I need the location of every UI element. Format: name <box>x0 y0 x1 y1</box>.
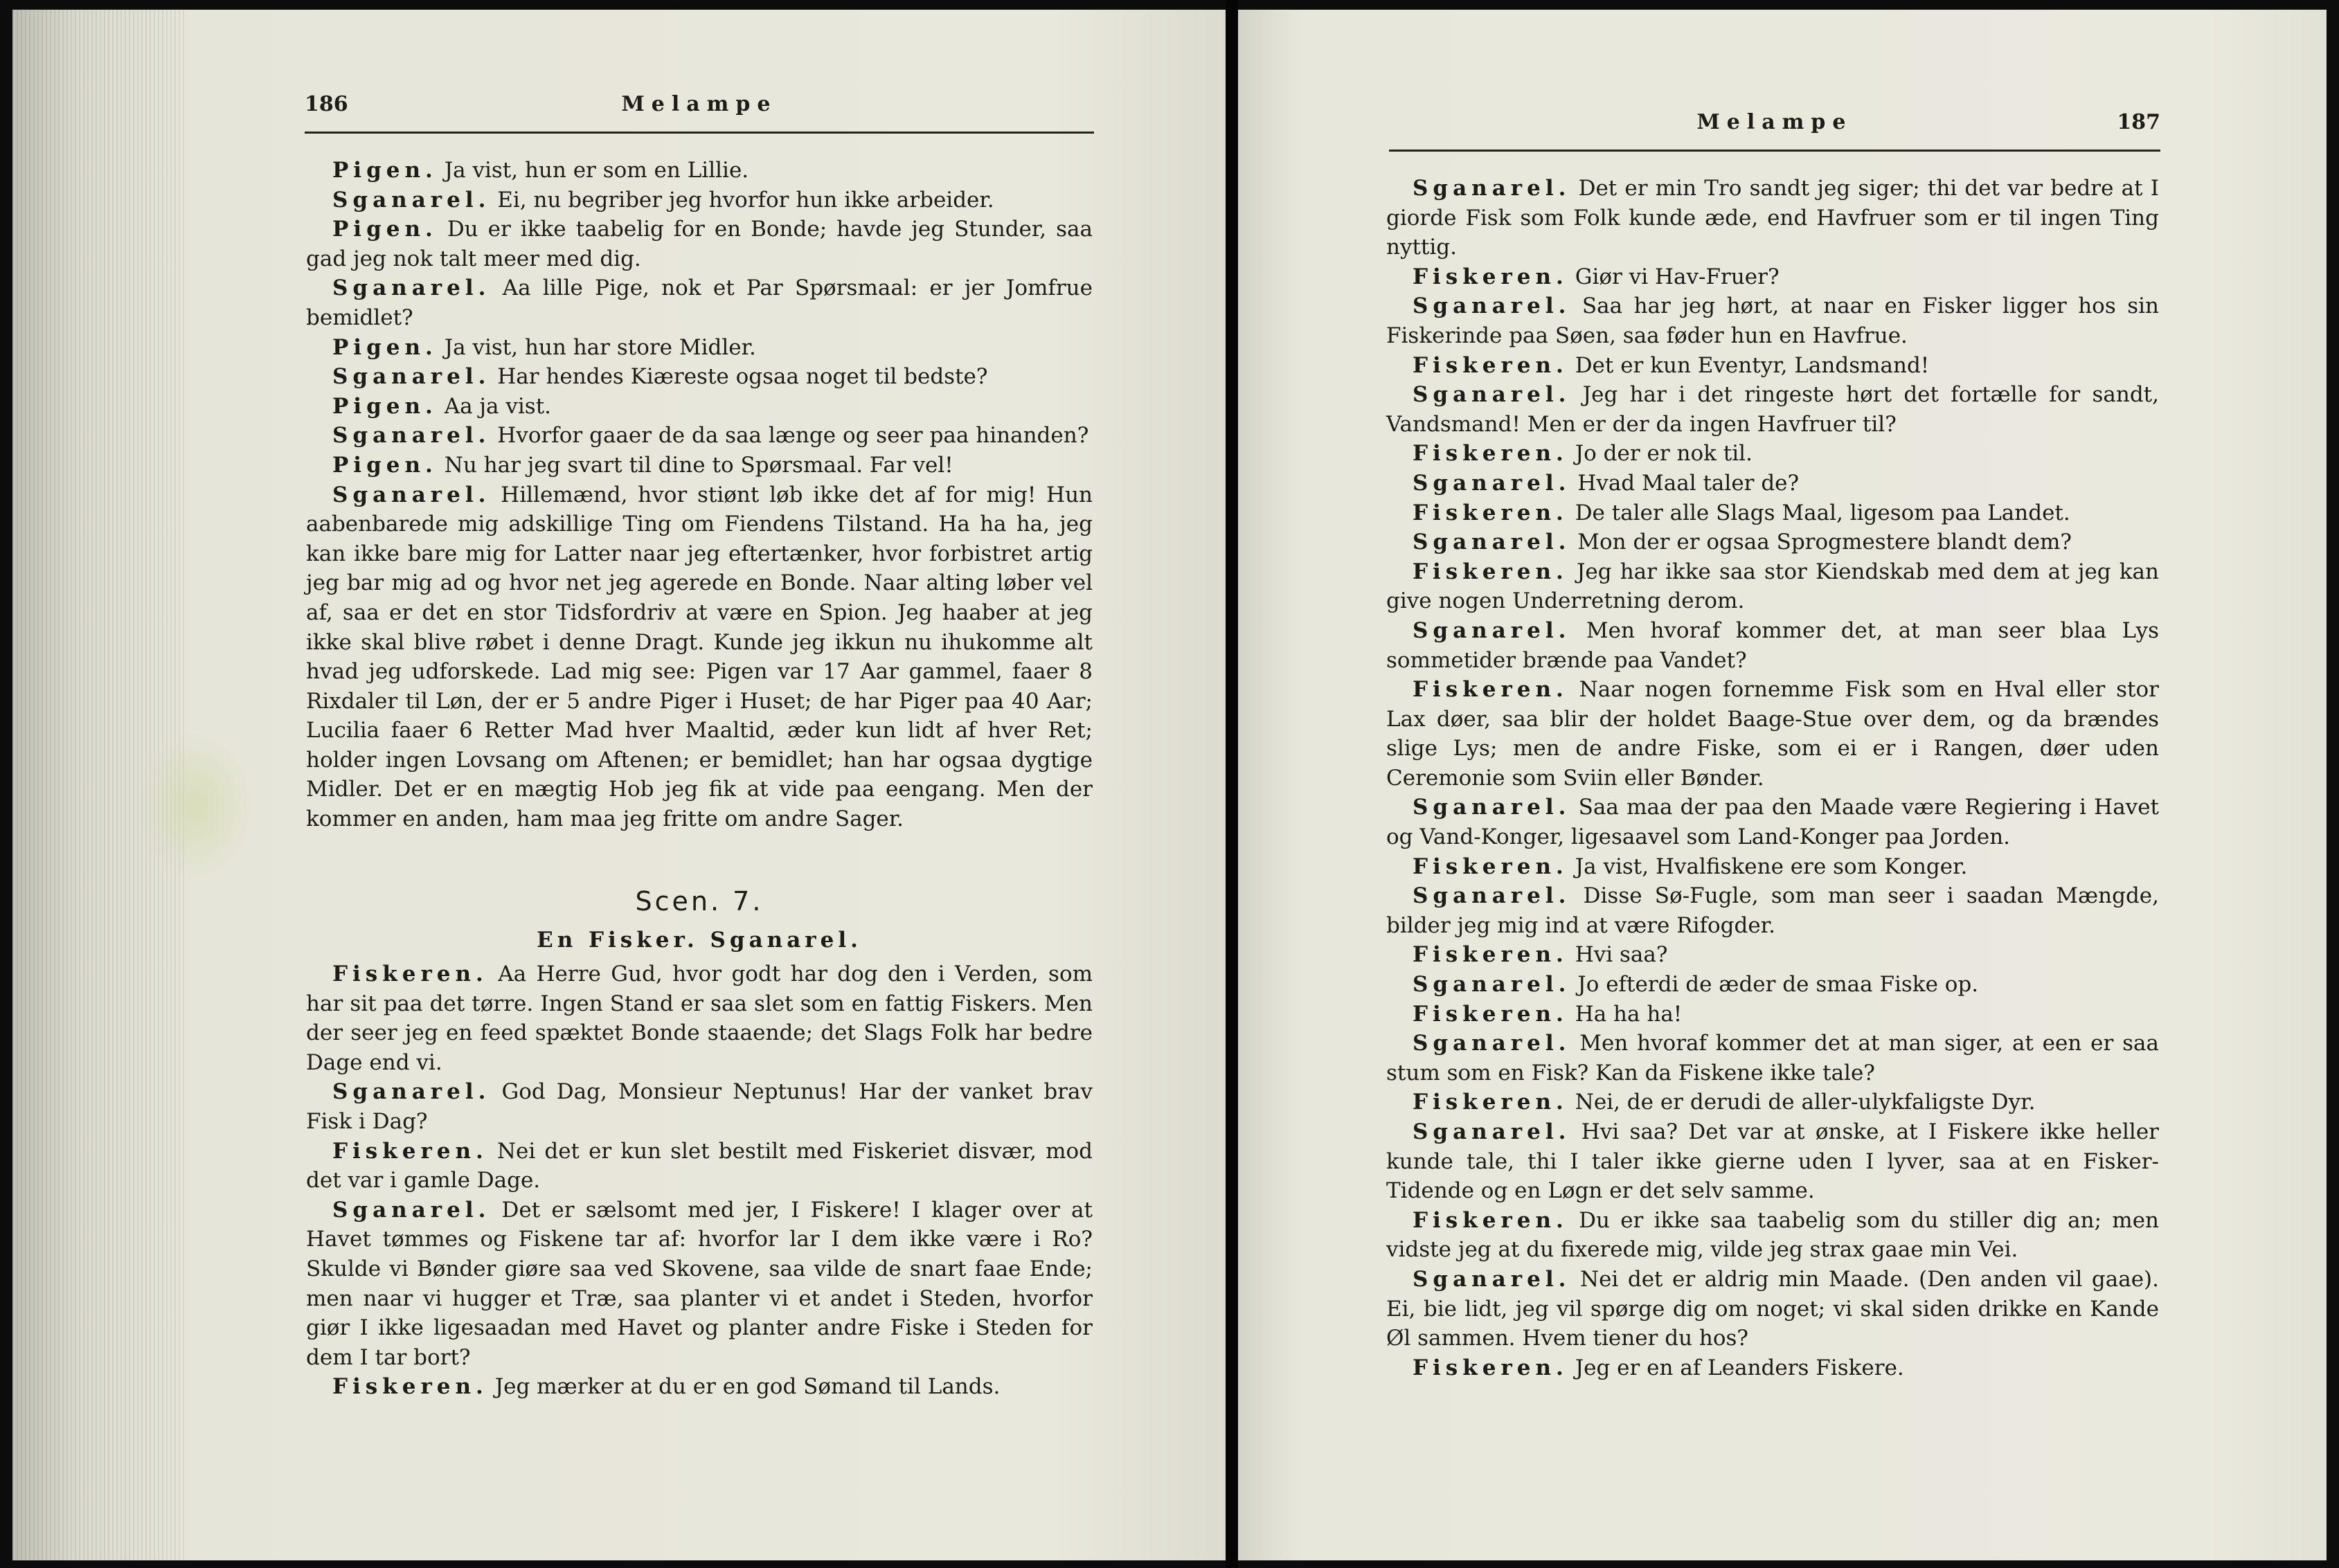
paragraph <box>1386 1117 2159 1206</box>
speaker: Sganarel. <box>332 187 491 213</box>
speaker: Sganarel. <box>1413 972 1571 998</box>
dialogue-text: Hillemænd, hvor stiønt løb ikke det af for mig! Hun aabenbarede mig adskillige Ting om Fiendens Tilstand. Ha ha ha, jeg kan ikke bare mig for Latter naar jeg eftertænker, hvor forbistret artig jeg bar mig ad og hvor net jeg agerede en Bonde. Naar alting løber vel af, saa er det en stor Tidsfordriv at være en Spion. Jeg haaber at jeg ikke skal blive røbet i denne Dragt. Kunde jeg ikkun nu ihukomme alt hvad jeg udforskede. Lad mig see: Pigen var 17 Aar gammel, faaer 8 Rixdaler til Løn, der er 5 andre Piger i Huset; de har Piger paa 40 Aar; Lucilia faaer 6 Retter Mad hver Maaltid, æder kun lidt af hver Ret; holder ingen Lovsang om Aftenen; er bemidlet; han har ogsaa dygtige Midler. Det er en mægtig Hob jeg fik at vide paa eengang. Men der kommer en anden, ham maa jeg fritte om andre Sager. <box>306 482 1093 832</box>
header-rule <box>1389 150 2160 152</box>
page-number: 187 <box>2117 110 2160 134</box>
dialogue-text: Nei det er kun slet bestilt med Fiskeriet disvær, mod det var i gamle Dage. <box>306 1138 1093 1193</box>
paragraph <box>1386 1265 2159 1353</box>
paragraph <box>1386 793 2159 851</box>
paragraph <box>1386 557 2159 616</box>
dialogue-text: Det er kun Eventyr, Landsmand! <box>1575 352 1930 378</box>
speaker: Sganarel. <box>1413 618 1571 643</box>
speaker: Fiskeren. <box>1413 559 1568 584</box>
dialogue-text: Hvorfor gaaer de da saa længe og seer paa hinanden? <box>497 423 1089 449</box>
speaker: Sganarel. <box>1413 470 1571 496</box>
dialogue-text: Saa maa der paa den Maade være Regiering i Havet og Vand-Konger, ligesaavel som Land-Konger paa Jorden. <box>1386 795 2159 850</box>
paragraph <box>1386 380 2159 439</box>
speaker: Fiskeren. <box>1413 1207 1568 1233</box>
paragraph <box>1386 1000 2159 1029</box>
speaker: Sganarel. <box>1413 795 1571 820</box>
dialogue-text: Du er ikke taabelig for en Bonde; havde jeg Stunder, saa gad jeg nok talt meer med dig. <box>306 217 1093 271</box>
paragraph <box>1386 675 2159 793</box>
book-gutter <box>1226 0 1238 1568</box>
dialogue-text: God Dag, Monsieur Neptunus! Har der vanket brav Fisk i Dag? <box>306 1079 1093 1134</box>
paragraph <box>1386 351 2159 381</box>
dialogue-text: Nei det er aldrig min Maade. (Den anden vil gaae). Ei, bie lidt, jeg vil spørge dig om noget; vi skal siden drikke en Kande Øl sammen. Hvem tiener du hos? <box>1386 1266 2159 1351</box>
dialogue-text: Jo der er nok til. <box>1575 441 1753 467</box>
speaker: Sganarel. <box>1413 382 1571 408</box>
paragraph <box>306 1372 1093 1402</box>
speaker: Fiskeren. <box>332 1138 488 1164</box>
dialogue-text: Det er min Tro sandt jeg siger; thi det var bedre at I giorde Fisk som Folk kunde æde, end Havfruer som er til ingen Ting nyttig. <box>1386 176 2159 260</box>
dialogue-text: Ha ha ha! <box>1575 1001 1683 1027</box>
speaker: Fiskeren. <box>1413 1090 1568 1115</box>
speaker: Fiskeren. <box>332 1374 488 1400</box>
speaker: Pigen. <box>332 452 438 478</box>
paragraph <box>306 392 1093 422</box>
page-edges <box>12 10 186 1560</box>
scene-heading: Scen. 7. <box>635 886 764 917</box>
running-title: Melampe <box>621 92 778 116</box>
dialogue-text: Jo efterdi de æder de smaa Fiske op. <box>1577 972 1979 998</box>
paragraph <box>1386 1029 2159 1088</box>
paragraph <box>1386 1353 2159 1383</box>
dialogue-text: Aa lille Pige, nok et Par Spørsmaal: er jer Jomfrue bemidlet? <box>306 276 1093 330</box>
paragraph <box>306 421 1093 451</box>
speaker: Fiskeren. <box>332 962 488 986</box>
speaker: Sganarel. <box>332 276 491 301</box>
paragraph <box>1386 616 2159 675</box>
dialogue-text: Hvad Maal taler de? <box>1577 470 1800 496</box>
dialogue-text: Ei, nu begriber jeg hvorfor hun ikke arbeider. <box>497 187 994 213</box>
speaker: Fiskeren. <box>1413 1001 1568 1027</box>
paragraph <box>306 451 1093 480</box>
page-number: 186 <box>305 92 348 116</box>
speaker: Fiskeren. <box>1413 677 1568 703</box>
speaker: Pigen. <box>332 393 438 419</box>
speaker: Sganarel. <box>1413 176 1571 201</box>
speaker: Pigen. <box>332 158 438 183</box>
paragraph <box>1386 469 2159 498</box>
paragraph <box>1386 439 2159 469</box>
dialogue-text: Det er sælsomt med jer, I Fiskere! I klager over at Havet tømmes og Fiskene tar af: hvorfor lar I dem ikke være i Ro? Skulde vi Bønder giøre saa ved Skovene, saa vilde de snart faae Ende; men naar vi hugger et Træ, saa planter vi et andet i Steden, hvorfor giør I ikke ligesaadan med Havet og planter andre Fiske i Steden for dem I tar bort? <box>306 1197 1093 1370</box>
speaker: Pigen. <box>332 217 438 242</box>
left-running-head <box>305 92 1094 134</box>
paragraph <box>306 333 1093 363</box>
speaker: Sganarel. <box>1413 530 1571 555</box>
dialogue-text: Disse Sø-Fugle, som man seer i saadan Mængde, bilder jeg mig ind at være Rifogder. <box>1386 883 2159 938</box>
dialogue-text: Har hendes Kiæreste ogsaa noget til bedste? <box>497 364 988 390</box>
dialogue-text: De taler alle Slags Maal, ligesom paa Landet. <box>1575 500 2070 525</box>
paragraph <box>306 1137 1093 1196</box>
right-text <box>1386 174 2159 1382</box>
speaker: Fiskeren. <box>1413 1355 1568 1380</box>
dialogue-text: Naar nogen fornemme Fisk som en Hval eller stor Lax døer, saa blir der holdet Baage-Stue over dem, og da brændes slige Lys; men de andre Fiske, som ei er i Rangen, døer uden Ceremonie som Sviin eller Bønder. <box>1386 677 2159 791</box>
scene-persons: En Fisker. Sganarel. <box>537 928 862 953</box>
dialogue-text: Saa har jeg hørt, at naar en Fisker ligger hos sin Fiskerinde paa Søen, saa føder hun en Havfrue. <box>1386 294 2159 348</box>
speaker: Pigen. <box>332 334 438 360</box>
dialogue-text: Hvi saa? Det var at ønske, at I Fiskere ikke heller kunde tale, thi I taler ikke gierne uden I lyver, saa at en Fisker-Tidende og en Løgn er det selv samme. <box>1386 1119 2159 1204</box>
dialogue-text: Ja vist, hun har store Midler. <box>444 334 756 360</box>
dialogue-text: Ja vist, Hvalfiskene ere som Konger. <box>1575 854 1968 879</box>
dialogue-text: Giør vi Hav-Fruer? <box>1575 264 1780 289</box>
speaker: Sganarel. <box>1413 1119 1571 1144</box>
dialogue-text: Jeg mærker at du er en god Sømand til Lands. <box>494 1374 1001 1400</box>
dialogue-text: Men hvoraf kommer det at man siger, at een er saa stum som en Fisk? Kan da Fiskene ikke tale? <box>1386 1031 2159 1085</box>
paragraph <box>1386 1088 2159 1117</box>
dialogue-text: Jeg er en af Leanders Fiskere. <box>1575 1355 1904 1380</box>
paragraph <box>1386 852 2159 882</box>
speaker: Fiskeren. <box>1413 264 1568 289</box>
dialogue-text: Hvi saa? <box>1575 942 1668 968</box>
paragraph <box>306 1196 1093 1373</box>
speaker: Sganarel. <box>332 1197 491 1223</box>
paragraph <box>306 480 1093 834</box>
dialogue-text: Mon der er ogsaa Sprogmestere blandt dem? <box>1577 530 2072 555</box>
dialogue-text: Du er ikke saa taabelig som du stiller dig an; men vidste jeg at du fixerede mig, vilde jeg strax gaae min Vei. <box>1386 1207 2160 1263</box>
right-running-head <box>1389 110 2160 152</box>
dialogue-text: Nu har jeg svart til dine to Spørsmaal. Far vel! <box>444 452 953 478</box>
left-text-top <box>306 156 1093 834</box>
paragraph <box>1386 291 2159 350</box>
dialogue-text: Nei, de er derudi de aller-ulykfaligste Dyr. <box>1575 1090 2036 1115</box>
paragraph <box>1386 498 2159 528</box>
speaker: Sganarel. <box>1413 883 1571 909</box>
paragraph <box>1386 262 2159 292</box>
speaker: Sganarel. <box>332 482 491 507</box>
paragraph <box>306 186 1093 215</box>
paragraph <box>306 273 1093 332</box>
paragraph <box>306 215 1093 273</box>
paragraph <box>1386 970 2159 1000</box>
paragraph <box>306 156 1093 186</box>
paragraph <box>1386 940 2159 970</box>
speaker: Sganarel. <box>1413 1266 1571 1292</box>
dialogue-text: Aa Herre Gud, hvor godt har dog den i Verden, som har sit paa det tørre. Ingen Stand er saa slet som en fattig Fiskers. Men der seer jeg en feed spæktet Bonde staaende; det Slags Folk har bedre Dage end vi. <box>306 962 1093 1075</box>
dialogue-text: Ja vist, hun er som en Lillie. <box>444 158 749 183</box>
paragraph <box>306 1077 1093 1136</box>
speaker: Sganarel. <box>1413 294 1571 319</box>
dialogue-text: Jeg har i det ringeste hørt det fortælle for sandt, Vandsmand! Men er der da ingen Havfruer til? <box>1386 382 2159 437</box>
running-title: Melampe <box>1696 110 1853 134</box>
speaker: Sganarel. <box>332 423 491 449</box>
speaker: Fiskeren. <box>1413 500 1568 525</box>
speaker: Sganarel. <box>332 1079 491 1105</box>
speaker: Fiskeren. <box>1413 441 1568 467</box>
dialogue-text: Aa ja vist. <box>444 393 552 419</box>
paper-stain <box>137 730 255 882</box>
left-text-bottom <box>306 959 1093 1402</box>
speaker: Fiskeren. <box>1413 854 1568 879</box>
paragraph <box>306 959 1093 1077</box>
speaker: Fiskeren. <box>1413 352 1568 378</box>
paragraph <box>1386 1206 2159 1265</box>
paragraph <box>1386 881 2159 940</box>
dialogue-text: Jeg har ikke saa stor Kiendskab med dem at jeg kan give nogen Underretning derom. <box>1386 559 2159 614</box>
paragraph <box>306 362 1093 392</box>
header-rule <box>305 132 1094 134</box>
speaker: Sganarel. <box>332 364 491 390</box>
speaker: Sganarel. <box>1413 1031 1571 1056</box>
dialogue-text: Men hvoraf kommer det, at man seer blaa Lys sommetider brænde paa Vandet? <box>1386 618 2159 673</box>
paragraph <box>1386 528 2159 557</box>
paragraph <box>1386 174 2159 262</box>
speaker: Fiskeren. <box>1413 942 1568 968</box>
